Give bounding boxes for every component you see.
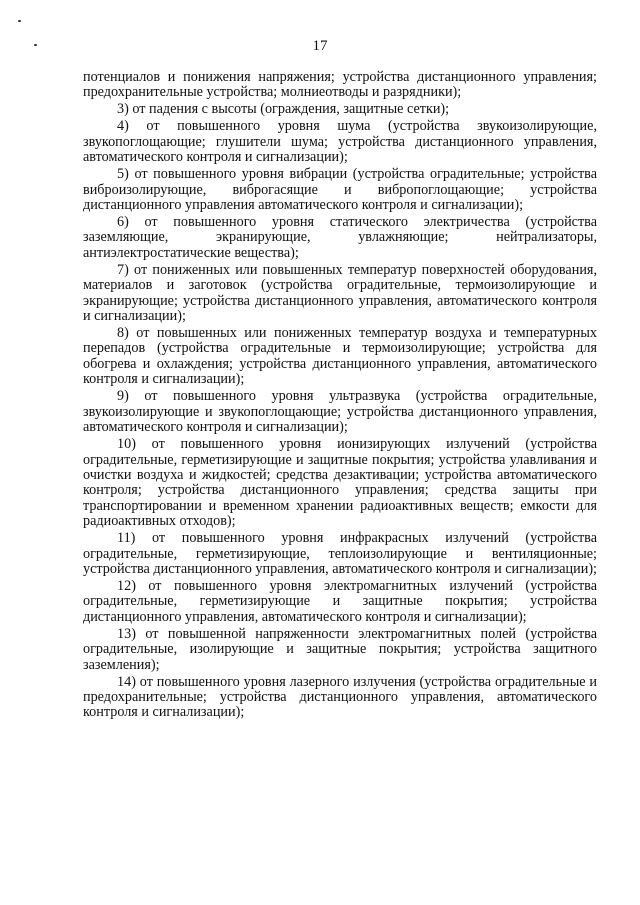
list-item-14: 14) от повышенного уровня лазерного излучения (устройства оградительные и предохранительные; устройства дистанционного управления, автоматического контроля и сигнализации);	[83, 673, 597, 721]
list-item-3: 3) от падения с высоты (ограждения, защитные сетки);	[117, 101, 450, 118]
list-item-4: 4) от повышенного уровня шума (устройства звукоизолирующие, звукопоглощающие; глушители шума; устройства дистанционного управления, автоматического контроля и сигнализации);	[83, 118, 597, 166]
paragraph-continuation: потенциалов и понижения напряжения; устройства дистанционного управления; предохранительные устройства; молниеотводы и разрядники);	[83, 69, 597, 101]
list-item-9: 9) от повышенного уровня ультразвука (устройства оградительные, звукоизолирующие и звукопоглощающие; устройства дистанционного управления, автоматического контроля и сигнализации);	[83, 388, 597, 436]
list-item-5: 5) от повышенного уровня вибрации (устройства оградительные; устройства виброизолирующие, виброгасящие и вибропоглощающие; устройства дистанционного управления автоматического контроля и сигнализации);	[83, 166, 597, 214]
list-item-13: 13) от повышенной напряженности электромагнитных полей (устройства оградительные, изолирующие и защитные покрытия; устройства защитного заземления);	[83, 625, 597, 673]
list-item-10: 10) от повышенного уровня ионизирующих излучений (устройства оградительные, герметизирующие и защитные покрытия; устройства улавливания и очистки воздуха и жидкостей; средства дезактивации; устройства автоматического контроля; устройства дистанционного управления; средства защиты при транспортировании и временном хранении радиоактивных веществ; емкости для радиоактивных отходов);	[83, 436, 597, 530]
list-item-6: 6) от повышенного уровня статического электричества (устройства заземляющие, экранирующие, увлажняющие; нейтрализаторы, антиэлектростатические вещества);	[83, 214, 597, 261]
page-number: 17	[312, 38, 328, 54]
list-item-8: 8) от повышенных или пониженных температур воздуха и температурных перепадов (устройства оградительные и термоизолирующие; устройства для обогрева и охлаждения; устройства дистанционного управления, автоматического контроля и сигнализации);	[83, 325, 597, 388]
scan-speck-1	[18, 20, 21, 22]
list-item-11: 11) от повышенного уровня инфракрасных излучений (устройства оградительные, герметизирующие, теплоизолирующие и вентиляционные; устройства дистанционного управления, автоматического контроля и сигнализации);	[83, 530, 598, 577]
document-body	[83, 70, 597, 722]
list-item-12: 12) от повышенного уровня электромагнитных излучений (устройства оградительные, герметизирующие и защитные покрытия; устройства дистанционного управления, автоматического контроля и сигнализации);	[83, 577, 597, 625]
list-item-7: 7) от пониженных или повышенных температур поверхностей оборудования, материалов и заготовок (устройства оградительные, термоизолирующие и экранирующие; устройства дистанционного управления, автоматического контроля и сигнализации);	[83, 261, 597, 325]
